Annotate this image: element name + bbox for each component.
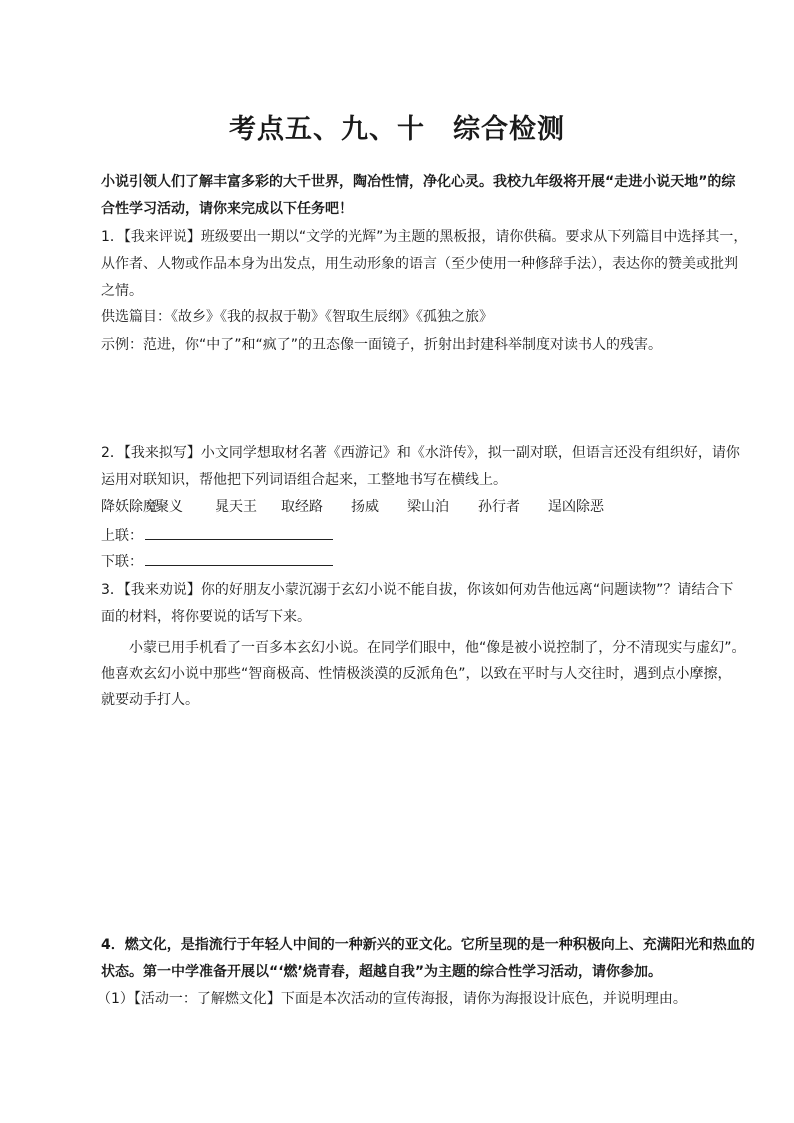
q3-material-line-1: 小蒙已用手机看了一百多本玄幻小说。在同学们眼中，他“像是被小说控制了，分不清现实与虚幻”。 <box>129 640 746 656</box>
q3-line-1: 3．【我来劝说】你的好朋友小蒙沉溺于玄幻小说不能自拔，你该如何劝告他远离“问题读物”？请结合下 <box>101 582 734 598</box>
lower-couplet-blank[interactable] <box>145 551 333 566</box>
upper-couplet-row <box>101 525 333 546</box>
q1-example: 示例：范进，你“中了”和“疯了”的丑态像一面镜子，折射出封建科举制度对读书人的残害。 <box>101 337 663 353</box>
q2-word: 取经路 <box>281 499 323 515</box>
page-title: 考点五、九、十 综合检测 <box>229 114 565 145</box>
q1-options: 供选篇目：《故乡》《我的叔叔于勒》《智取生辰纲》《孤独之旅》 <box>101 309 493 325</box>
q2-word: 扬威 <box>351 499 379 515</box>
upper-couplet-blank[interactable] <box>145 525 333 540</box>
lower-couplet-row <box>101 551 333 572</box>
q2-word: 孙行者 <box>478 499 520 515</box>
q1-line-1: 1．【我来评说】班级要出一期以“文学的光辉”为主题的黑板报，请你供稿。要求从下列篇目中选择其一， <box>101 229 748 245</box>
q2-word: 聚义 <box>155 499 183 515</box>
q1-line-2: 从作者、人物或作品本身为出发点，用生动形象的语言（至少使用一种修辞手法），表达你的赞美或批判 <box>101 256 738 272</box>
q4-subquestion-1: （1）【活动一：了解燃文化】下面是本次活动的宣传海报，请你为海报设计底色，并说明理由。 <box>97 991 687 1007</box>
q4-line-1: 4．燃文化，是指流行于年轻人中间的一种新兴的亚文化。它所呈现的是一种积极向上、充满阳光和热血的 <box>101 937 755 953</box>
lower-couplet-label: 下联： <box>101 554 143 570</box>
q2-line-1: 2．【我来拟写】小文同学想取材名著《西游记》和《水浒传》，拟一副对联，但语言还没有组织好，请你 <box>101 445 740 461</box>
q2-word: 梁山泊 <box>407 499 449 515</box>
q4-line-2: 状态。第一中学准备开展以“‘燃’烧青春，超越自我”为主题的综合性学习活动，请你参加。 <box>101 964 663 980</box>
intro-line-1: 小说引领人们了解丰富多彩的大千世界，陶冶性情，净化心灵。我校九年级将开展“走进小说天地”的综 <box>101 174 736 190</box>
q2-word: 逞凶除恶 <box>548 499 604 515</box>
intro-line-2: 合性学习活动，请你来完成以下任务吧！ <box>101 201 353 217</box>
q1-line-3: 之情。 <box>101 283 143 299</box>
q3-material-line-2: 他喜欢玄幻小说中那些“智商极高、性情极淡漠的反派角色”，以致在平时与人交往时，遇到点小摩擦， <box>101 666 732 682</box>
q2-word: 降妖除魔 <box>101 499 157 515</box>
q2-word: 晁天王 <box>215 499 257 515</box>
upper-couplet-label: 上联： <box>101 528 143 544</box>
q2-line-2: 运用对联知识，帮他把下列词语组合起来，工整地书写在横线上。 <box>101 472 507 488</box>
q3-material-line-3: 就要动手打人。 <box>101 692 199 708</box>
q3-line-2: 面的材料，将你要说的话写下来。 <box>101 609 311 625</box>
